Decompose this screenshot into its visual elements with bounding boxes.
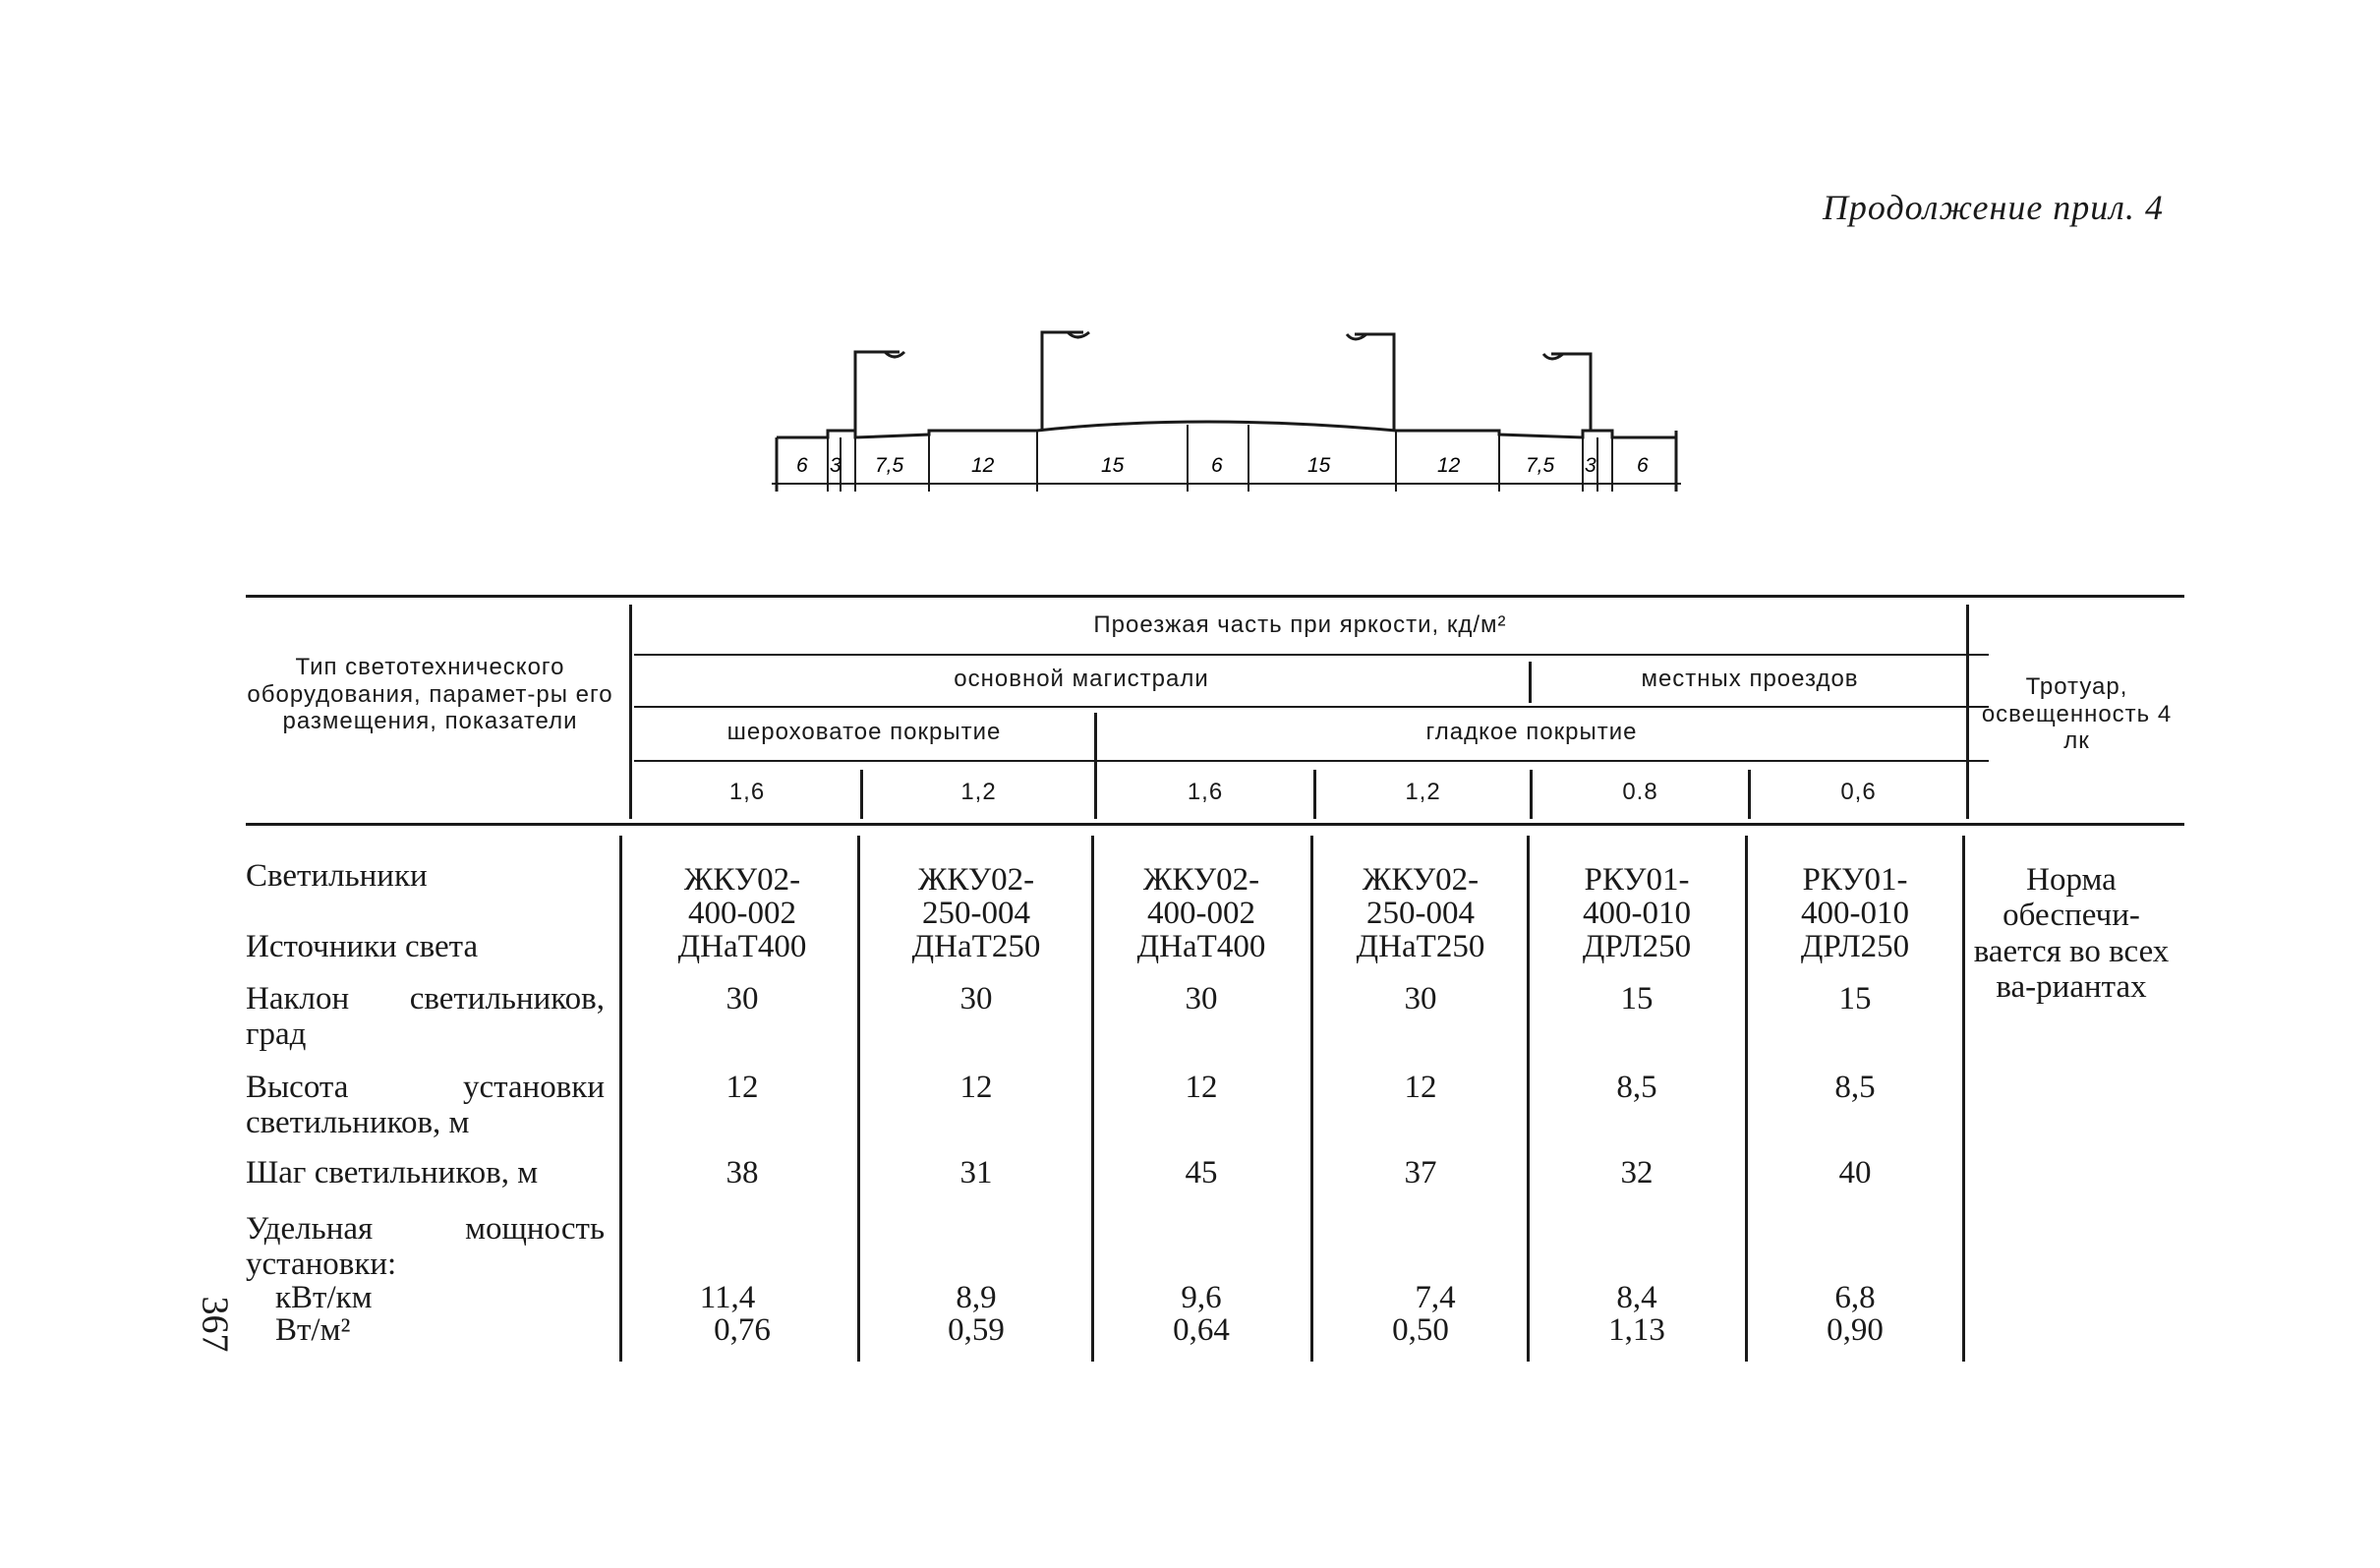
row-label-spacing: Шаг светильников, м	[246, 1155, 539, 1191]
cell-spacing: 40	[1838, 1155, 1872, 1191]
table-top-rule	[246, 595, 2184, 598]
cell-luminaire: 400-010	[1583, 896, 1691, 931]
cell-height: 8,5	[1616, 1070, 1657, 1105]
cell-luminaire: 400-002	[1147, 896, 1255, 931]
cell-power-km: 8,9	[956, 1280, 997, 1315]
cell-spacing: 45	[1185, 1155, 1218, 1191]
segment-label: 7,5	[875, 454, 904, 477]
cell-height: 12	[726, 1070, 759, 1105]
cell-power-m2: 0,76	[714, 1312, 771, 1348]
cell-luminaire: ЖКУ02-	[1142, 862, 1260, 898]
brightness-value: 1,2	[1405, 779, 1441, 805]
cell-spacing: 32	[1620, 1155, 1654, 1191]
row-label-tilt: Наклон светильников, град	[246, 981, 605, 1053]
cell-tilt: 30	[959, 981, 993, 1016]
cell-source: ДРЛ250	[1800, 929, 1910, 964]
cell-power-m2: 0,59	[948, 1312, 1005, 1348]
cell-luminaire: 400-002	[688, 896, 796, 931]
row-label-luminaires: Светильники	[246, 858, 428, 894]
cell-power-km: 7,4	[1415, 1280, 1456, 1315]
surface-rough: шероховатое покрытие	[726, 719, 1002, 745]
brightness-value: 0.8	[1622, 779, 1658, 805]
cell-power-m2: 0,90	[1827, 1312, 1884, 1348]
sidewalk-header: Тротуар, освещенность 4 лк	[1981, 673, 2173, 755]
cell-power-km: 11,4	[699, 1280, 756, 1315]
segment-label: 7,5	[1526, 454, 1555, 477]
cell-height: 12	[959, 1070, 993, 1105]
surface-smooth: гладкое покрытие	[1425, 719, 1638, 745]
brightness-value: 1,6	[728, 779, 766, 805]
continuation-title: Продолжение прил. 4	[1822, 188, 2164, 227]
cell-luminaire: РКУ01-	[1584, 862, 1690, 898]
row-label-power-m2: Вт/м²	[275, 1312, 351, 1348]
cell-tilt: 30	[1404, 981, 1437, 1016]
cell-spacing: 31	[959, 1155, 993, 1191]
cell-height: 8,5	[1834, 1070, 1876, 1105]
cell-luminaire: ЖКУ02-	[917, 862, 1035, 898]
cell-luminaire: ЖКУ02-	[1362, 862, 1480, 898]
header-bottom-rule	[246, 823, 2184, 826]
cell-source: ДНаТ250	[911, 929, 1041, 964]
street-cross-section-diagram	[757, 315, 1691, 511]
stub-header: Тип светотехнического оборудования, парамет-ры его размещения, показатели	[247, 654, 613, 735]
segment-label: 3	[830, 454, 842, 477]
row-label-power: Удельная мощность установки:	[246, 1211, 605, 1283]
cell-power-km: 6,8	[1834, 1280, 1876, 1315]
cell-tilt: 30	[1185, 981, 1218, 1016]
segment-label: 3	[1585, 454, 1596, 477]
cell-luminaire: РКУ01-	[1802, 862, 1908, 898]
segment-label: 15	[1307, 454, 1331, 477]
cell-spacing: 38	[726, 1155, 759, 1191]
cell-tilt: 30	[726, 981, 759, 1016]
cell-luminaire: 400-010	[1801, 896, 1909, 931]
cell-power-km: 9,6	[1181, 1280, 1222, 1315]
cell-height: 12	[1404, 1070, 1437, 1105]
header-rule	[634, 654, 1989, 656]
group-header: Проезжая часть при яркости, кд/м²	[1093, 611, 1507, 638]
cell-height: 12	[1185, 1070, 1218, 1105]
cell-power-m2: 1,13	[1608, 1312, 1665, 1348]
header-rule	[634, 760, 1989, 762]
lighting-table	[246, 595, 2184, 1362]
cell-source: ДРЛ250	[1582, 929, 1692, 964]
brightness-value: 1,6	[1187, 779, 1224, 805]
cell-power-km: 8,4	[1616, 1280, 1657, 1315]
cell-source: ДНаТ250	[1356, 929, 1485, 964]
row-label-height: Высота установки светильников, м	[246, 1070, 605, 1141]
cell-power-m2: 0,50	[1392, 1312, 1449, 1348]
cell-spacing: 37	[1404, 1155, 1437, 1191]
cell-tilt: 15	[1620, 981, 1654, 1016]
segment-label: 15	[1101, 454, 1125, 477]
segment-label: 12	[971, 454, 995, 477]
brightness-value: 1,2	[960, 779, 997, 805]
subheader-local: местных проездов	[1641, 666, 1859, 692]
cell-luminaire: ЖКУ02-	[683, 862, 801, 898]
subheader-main: основной магистрали	[954, 666, 1209, 692]
cell-source: ДНаТ400	[1136, 929, 1266, 964]
segment-label: 6	[1637, 454, 1649, 477]
segment-label: 6	[796, 454, 808, 477]
header-rule	[634, 706, 1989, 708]
cell-tilt: 15	[1838, 981, 1872, 1016]
segment-label: 12	[1437, 454, 1461, 477]
cell-power-m2: 0,64	[1173, 1312, 1230, 1348]
cell-luminaire: 250-004	[1366, 896, 1475, 931]
page-number: 367	[194, 1296, 236, 1353]
brightness-value: 0,6	[1840, 779, 1877, 805]
cell-luminaire: 250-004	[922, 896, 1030, 931]
row-label-power-km: кВт/км	[275, 1280, 373, 1315]
sidewalk-note: Норма обеспечи-вается во всех ва-риантах	[1973, 862, 2170, 1005]
segment-label: 6	[1211, 454, 1223, 477]
cell-source: ДНаТ400	[677, 929, 807, 964]
row-label-sources: Источники света	[246, 929, 479, 964]
